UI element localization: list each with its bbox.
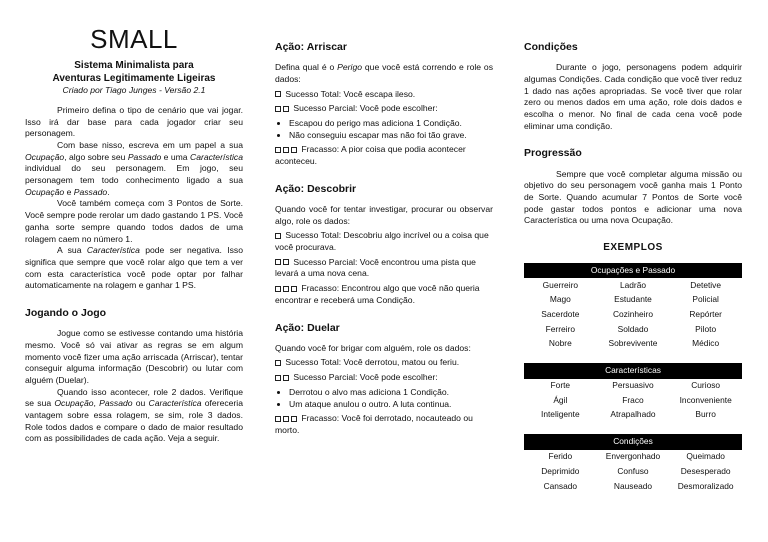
table-cell: Ladrão <box>619 279 647 290</box>
table-cell: Confuso <box>617 466 649 477</box>
die-icon <box>283 106 289 112</box>
table-cell: Policial <box>692 294 719 305</box>
section-title-duelar: Ação: Duelar <box>275 321 340 334</box>
author-credit: Criado por Tiago Junges - Versão 2.1 <box>62 85 206 96</box>
list-item: • Derrotou o alvo mas adiciona 1 Condição. <box>289 387 493 399</box>
list-item: • Não conseguiu escapar mas não foi tão grave. <box>289 130 493 142</box>
section-title-descobrir: Ação: Descobrir <box>275 182 357 195</box>
intro-paragraph-2: Com base nisso, escreva em um papel a sua Ocupação, algo sobre seu Passado e uma Característica individual do seu personagem. Em jogo, seu personagem tem todo conhecimento ligado a sua Ocupação e Passado. <box>25 140 243 197</box>
table-cell: Desesperado <box>680 466 731 477</box>
die-icon <box>283 147 289 153</box>
die-icon <box>283 416 289 422</box>
table-condicoes <box>524 434 742 493</box>
die-icon <box>291 416 297 422</box>
arriscar-options <box>275 118 493 141</box>
examples-title: EXEMPLOS <box>603 242 663 254</box>
duelar-partial: Sucesso Parcial: Você pode escolher: <box>275 372 493 384</box>
jogando-paragraph-1: Jogue como se estivesse contando uma história mesmo. Você só vai ativar as regras se em algum momento você fizer uma ação arriscada (Arriscar), tentar conseguir alguma informação (Descobrir) ou lutar com alguém (Duelar). <box>25 328 243 385</box>
die-icon <box>275 360 281 366</box>
table-row <box>524 479 742 494</box>
table-cell: Repórter <box>689 308 722 319</box>
table-row <box>524 408 742 423</box>
table-cell: Forte <box>550 380 571 391</box>
arriscar-partial: Sucesso Parcial: Você pode escolher: <box>275 103 493 115</box>
intro-paragraph-1: Primeiro defina o tipo de cenário que vai jogar. Isso irá dar base para cada jogador criar seu personagem. <box>25 104 243 139</box>
descobrir-partial: Sucesso Parcial: Você encontrou uma pista que levará a uma nova cena. <box>275 256 476 279</box>
table-cell: Soldado <box>617 323 649 334</box>
table-cell: Médico <box>692 338 720 349</box>
table-cell: Ferreiro <box>545 323 575 334</box>
table-header: Condições <box>524 434 742 449</box>
table-cell: Atrapalhado <box>610 409 656 420</box>
game-title: SMALL <box>90 24 178 54</box>
table-cell: Ágil <box>553 394 568 405</box>
intro-paragraph-4: A sua Característica pode ser negativa. Isso significa que sempre que você rolar algo que tem a ver com esta característica você pode optar por falhar automaticamente na rolagem e ganhar 1 PS. <box>25 245 244 291</box>
table-cell: Cozinheiro <box>612 308 653 319</box>
duelar-total: Sucesso Total: Você derrotou, matou ou feriu. <box>275 357 493 369</box>
table-cell: Nauseado <box>613 480 653 491</box>
subtitle-line-1: Sistema Minimalista para <box>74 60 194 72</box>
table-caracteristicas <box>524 363 742 422</box>
table-cell: Nobre <box>548 338 572 349</box>
die-icon <box>283 259 289 265</box>
column-middle <box>275 40 493 440</box>
table-row <box>524 293 742 308</box>
descobrir-total: Sucesso Total: Descobriu algo incrível ou a coisa que você procurava. <box>275 230 489 253</box>
subtitle-line-2: Aventuras Legitimamente Ligeiras <box>52 73 216 85</box>
column-left <box>25 26 243 445</box>
intro-paragraph-3: Você também começa com 3 Pontos de Sorte. Você sempre pode rerolar um dado gastando 1 PS. Você ganha sorte sempre quando todos dados de uma rolagem caem no número 1. <box>25 198 243 244</box>
condicoes-paragraph: Durante o jogo, personagens podem adquirir algumas Condições. Cada condição que você tiver reduz 1 dado nas ações apropriadas. Se você tiver que rolar zero ou menos dados em uma ação, role dois dados e escolha o menor. No final de cada cena você pode eliminar uma condição. <box>524 62 742 131</box>
table-cell: Detetive <box>690 279 722 290</box>
table-cell: Mago <box>549 294 571 305</box>
table-header: Ocupações e Passado <box>524 263 742 278</box>
table-row <box>524 307 742 322</box>
die-icon <box>283 286 289 292</box>
list-item: • Um ataque anulou o outro. A luta continua. <box>289 399 493 411</box>
die-icon <box>275 106 281 112</box>
table-cell: Desmoralizado <box>677 480 734 491</box>
table-cell: Queimado <box>686 451 725 462</box>
arriscar-total: Sucesso Total: Você escapa ileso. <box>275 89 493 101</box>
column-right <box>524 40 742 506</box>
list-item: • Escapou do perigo mas adiciona 1 Condição. <box>289 118 493 130</box>
table-cell: Ferido <box>548 451 573 462</box>
table-row <box>524 278 742 293</box>
table-cell: Guerreiro <box>542 279 579 290</box>
table-cell: Piloto <box>695 323 717 334</box>
die-icon <box>283 375 289 381</box>
table-cell: Fraco <box>622 394 644 405</box>
duelar-intro: Quando você for brigar com alguém, role os dados: <box>275 342 471 353</box>
section-title-jogando: Jogando o Jogo <box>25 306 107 319</box>
table-cell: Sobrevivente <box>608 338 658 349</box>
die-icon <box>275 416 281 422</box>
table-header: Características <box>524 363 742 378</box>
table-row <box>524 450 742 465</box>
die-icon <box>275 259 281 265</box>
table-row <box>524 322 742 337</box>
table-cell: Burro <box>695 409 716 420</box>
table-row <box>524 393 742 408</box>
table-cell: Envergonhado <box>605 451 661 462</box>
table-ocupacoes <box>524 263 742 351</box>
table-row <box>524 337 742 352</box>
table-cell: Deprimido <box>541 466 580 477</box>
descobrir-fail: Fracasso: Encontrou algo que você não queria encontrar e receberá uma Condição. <box>275 283 480 305</box>
arriscar-intro: Defina qual é o Perigo que você está correndo e role os dados: <box>275 62 493 84</box>
die-icon <box>275 147 281 153</box>
section-title-condicoes: Condições <box>524 41 578 53</box>
arriscar-fail: Fracasso: A pior coisa que podia acontecer aconteceu. <box>275 144 466 167</box>
die-icon <box>275 375 281 381</box>
table-cell: Persuasivo <box>612 380 654 391</box>
table-cell: Sacerdote <box>541 308 580 319</box>
section-title-arriscar: Ação: Arriscar <box>275 41 347 53</box>
table-cell: Estudante <box>614 294 652 305</box>
die-icon <box>291 147 297 153</box>
table-cell: Inteligente <box>541 409 580 420</box>
table-cell: Inconveniente <box>679 394 732 405</box>
die-icon <box>275 286 281 292</box>
duelar-fail: Fracasso: Você foi derrotado, nocauteado ou morto. <box>275 413 473 435</box>
die-icon <box>291 286 297 292</box>
table-row <box>524 379 742 394</box>
jogando-paragraph-2: Quando isso acontecer, role 2 dados. Verifique se sua Ocupação, Passado ou Característica ofereceria vantagem sobre essa rolagem, se sim, role 3 dados. Role todos dados e compare o dado de maior resultado com as possibilidades de cada ação. Veja a seguir. <box>25 386 243 444</box>
table-cell: Cansado <box>543 480 578 491</box>
table-cell: Curioso <box>691 380 721 391</box>
duelar-options <box>275 387 493 410</box>
table-row <box>524 464 742 479</box>
section-title-progressao: Progressão <box>524 147 582 160</box>
die-icon <box>275 91 281 97</box>
progressao-paragraph: Sempre que você completar alguma missão ou objetivo do seu personagem você ganha mais 1 Ponto de Sorte. Quando acumular 7 Pontos de Sorte você pode gastar todos pontos e adicionar uma nova Característica ou uma nova Ocupação. <box>524 168 742 226</box>
descobrir-intro: Quando você for tentar investigar, procurar ou observar algo, role os dados: <box>275 204 493 226</box>
die-icon <box>275 233 281 239</box>
